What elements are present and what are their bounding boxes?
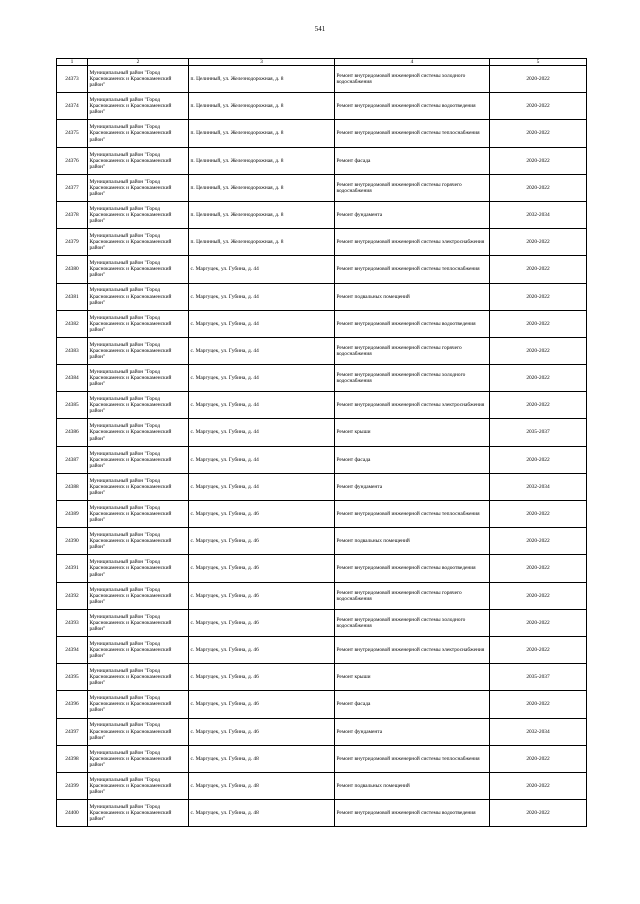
address-cell: с. Маргуцек, ул. Губина, д. 46	[189, 528, 335, 555]
table-row	[57, 473, 587, 500]
municipality-cell: Муниципальный район "Город Краснокаменск и Краснокаменский район"	[88, 609, 189, 636]
row-number: 24395	[57, 664, 88, 691]
row-number: 24398	[57, 745, 88, 772]
period-cell: 2032-2034	[490, 201, 587, 228]
table-row	[57, 283, 587, 310]
work-type-cell: Ремонт внутридомовой инженерной системы холодного водоснабжения	[335, 365, 490, 392]
address-cell: с. Маргуцек, ул. Губина, д. 46	[189, 582, 335, 609]
period-cell: 2020-2022	[490, 772, 587, 799]
period-cell: 2020-2022	[490, 691, 587, 718]
period-cell: 2020-2022	[490, 93, 587, 120]
work-type-cell: Ремонт крыши	[335, 419, 490, 446]
work-type-cell: Ремонт фасада	[335, 446, 490, 473]
address-cell: п. Целинный, ул. Железнодорожная, д. 8	[189, 147, 335, 174]
work-type-cell: Ремонт внутридомовой инженерной системы теплоснабжения	[335, 501, 490, 528]
period-cell: 2020-2022	[490, 582, 587, 609]
address-cell: п. Целинный, ул. Железнодорожная, д. 8	[189, 120, 335, 147]
row-number: 24385	[57, 392, 88, 419]
row-number: 24393	[57, 609, 88, 636]
period-cell: 2020-2022	[490, 147, 587, 174]
row-number: 24387	[57, 446, 88, 473]
row-number: 24377	[57, 174, 88, 201]
work-type-cell: Ремонт внутридомовой инженерной системы водоотведения	[335, 310, 490, 337]
table-row	[57, 147, 587, 174]
period-cell: 2032-2034	[490, 473, 587, 500]
address-cell: с. Маргуцек, ул. Губина, д. 46	[189, 501, 335, 528]
row-number: 24394	[57, 636, 88, 663]
work-type-cell: Ремонт внутридомовой инженерной системы холодного водоснабжения	[335, 609, 490, 636]
period-cell: 2020-2022	[490, 256, 587, 283]
municipality-cell: Муниципальный район "Город Краснокаменск и Краснокаменский район"	[88, 501, 189, 528]
row-number: 24375	[57, 120, 88, 147]
address-cell: с. Маргуцек, ул. Губина, д. 44	[189, 365, 335, 392]
row-number: 24399	[57, 772, 88, 799]
table-row	[57, 120, 587, 147]
municipality-cell: Муниципальный район "Город Краснокаменск и Краснокаменский район"	[88, 800, 189, 827]
municipality-cell: Муниципальный район "Город Краснокаменск и Краснокаменский район"	[88, 174, 189, 201]
row-number: 24378	[57, 201, 88, 228]
period-cell: 2032-2034	[490, 718, 587, 745]
work-type-cell: Ремонт фасада	[335, 691, 490, 718]
table-row	[57, 800, 587, 827]
address-cell: п. Целинный, ул. Железнодорожная, д. 8	[189, 66, 335, 93]
period-cell: 2020-2022	[490, 310, 587, 337]
period-cell: 2020-2022	[490, 392, 587, 419]
period-cell: 2020-2022	[490, 528, 587, 555]
period-cell: 2020-2022	[490, 283, 587, 310]
period-cell: 2020-2022	[490, 174, 587, 201]
period-cell: 2035-2037	[490, 419, 587, 446]
period-cell: 2020-2022	[490, 501, 587, 528]
work-type-cell: Ремонт фундамента	[335, 473, 490, 500]
header-col-3: 3	[189, 59, 335, 66]
work-type-cell: Ремонт подвальных помещений	[335, 283, 490, 310]
municipality-cell: Муниципальный район "Город Краснокаменск и Краснокаменский район"	[88, 419, 189, 446]
table-row	[57, 93, 587, 120]
period-cell: 2035-2037	[490, 664, 587, 691]
table-row	[57, 66, 587, 93]
work-type-cell: Ремонт внутридомовой инженерной системы теплоснабжения	[335, 120, 490, 147]
municipality-cell: Муниципальный район "Город Краснокаменск и Краснокаменский район"	[88, 120, 189, 147]
work-type-cell: Ремонт внутридомовой инженерной системы теплоснабжения	[335, 256, 490, 283]
table-row	[57, 528, 587, 555]
work-type-cell: Ремонт крыши	[335, 664, 490, 691]
work-type-cell: Ремонт внутридомовой инженерной системы горячего водоснабжения	[335, 174, 490, 201]
header-row	[57, 59, 587, 66]
table-row	[57, 310, 587, 337]
municipality-cell: Муниципальный район "Город Краснокаменск и Краснокаменский район"	[88, 93, 189, 120]
table-row	[57, 745, 587, 772]
address-cell: с. Маргуцек, ул. Губина, д. 46	[189, 609, 335, 636]
work-type-cell: Ремонт подвальных помещений	[335, 528, 490, 555]
address-cell: п. Целинный, ул. Железнодорожная, д. 8	[189, 93, 335, 120]
municipality-cell: Муниципальный район "Город Краснокаменск и Краснокаменский район"	[88, 337, 189, 364]
row-number: 24391	[57, 555, 88, 582]
address-cell: с. Маргуцек, ул. Губина, д. 44	[189, 446, 335, 473]
work-type-cell: Ремонт подвальных помещений	[335, 772, 490, 799]
period-cell: 2020-2022	[490, 120, 587, 147]
period-cell: 2020-2022	[490, 636, 587, 663]
municipality-cell: Муниципальный район "Город Краснокаменск и Краснокаменский район"	[88, 664, 189, 691]
table-row	[57, 609, 587, 636]
header-col-4: 4	[335, 59, 490, 66]
period-cell: 2020-2022	[490, 800, 587, 827]
table-row	[57, 419, 587, 446]
row-number: 24400	[57, 800, 88, 827]
municipality-cell: Муниципальный район "Город Краснокаменск и Краснокаменский район"	[88, 555, 189, 582]
row-number: 24383	[57, 337, 88, 364]
address-cell: п. Целинный, ул. Железнодорожная, д. 8	[189, 174, 335, 201]
row-number: 24388	[57, 473, 88, 500]
address-cell: с. Маргуцек, ул. Губина, д. 48	[189, 800, 335, 827]
work-type-cell: Ремонт внутридомовой инженерной системы горячего водоснабжения	[335, 337, 490, 364]
table-row	[57, 446, 587, 473]
work-type-cell: Ремонт внутридомовой инженерной системы водоотведения	[335, 555, 490, 582]
header-col-5: 5	[490, 59, 587, 66]
row-number: 24384	[57, 365, 88, 392]
table-header	[57, 59, 587, 66]
municipality-cell: Муниципальный район "Город Краснокаменск и Краснокаменский район"	[88, 365, 189, 392]
address-cell: с. Маргуцек, ул. Губина, д. 48	[189, 772, 335, 799]
municipality-cell: Муниципальный район "Город Краснокаменск и Краснокаменский район"	[88, 772, 189, 799]
row-number: 24374	[57, 93, 88, 120]
registry-table	[56, 58, 587, 827]
municipality-cell: Муниципальный район "Город Краснокаменск и Краснокаменский район"	[88, 229, 189, 256]
address-cell: с. Маргуцек, ул. Губина, д. 44	[189, 337, 335, 364]
table-row	[57, 555, 587, 582]
address-cell: с. Маргуцек, ул. Губина, д. 44	[189, 473, 335, 500]
municipality-cell: Муниципальный район "Город Краснокаменск и Краснокаменский район"	[88, 147, 189, 174]
table-row	[57, 201, 587, 228]
period-cell: 2020-2022	[490, 365, 587, 392]
municipality-cell: Муниципальный район "Город Краснокаменск и Краснокаменский район"	[88, 691, 189, 718]
work-type-cell: Ремонт внутридомовой инженерной системы холодного водоснабжения	[335, 66, 490, 93]
municipality-cell: Муниципальный район "Город Краснокаменск и Краснокаменский район"	[88, 283, 189, 310]
municipality-cell: Муниципальный район "Город Краснокаменск и Краснокаменский район"	[88, 66, 189, 93]
row-number: 24390	[57, 528, 88, 555]
work-type-cell: Ремонт внутридомовой инженерной системы водоотведения	[335, 800, 490, 827]
municipality-cell: Муниципальный район "Город Краснокаменск и Краснокаменский район"	[88, 745, 189, 772]
municipality-cell: Муниципальный район "Город Краснокаменск и Краснокаменский район"	[88, 256, 189, 283]
work-type-cell: Ремонт внутридомовой инженерной системы водоотведения	[335, 93, 490, 120]
page-number: 541	[314, 25, 326, 33]
row-number: 24382	[57, 310, 88, 337]
address-cell: с. Маргуцек, ул. Губина, д. 46	[189, 691, 335, 718]
header-col-1: 1	[57, 59, 88, 66]
work-type-cell: Ремонт внутридомовой инженерной системы электроснабжения	[335, 392, 490, 419]
municipality-cell: Муниципальный район "Город Краснокаменск и Краснокаменский район"	[88, 310, 189, 337]
work-type-cell: Ремонт фасада	[335, 147, 490, 174]
period-cell: 2020-2022	[490, 446, 587, 473]
address-cell: с. Маргуцек, ул. Губина, д. 46	[189, 718, 335, 745]
address-cell: с. Маргуцек, ул. Губина, д. 46	[189, 636, 335, 663]
work-type-cell: Ремонт фундамента	[335, 718, 490, 745]
address-cell: п. Целинный, ул. Железнодорожная, д. 8	[189, 201, 335, 228]
row-number: 24373	[57, 66, 88, 93]
table-row	[57, 392, 587, 419]
period-cell: 2020-2022	[490, 609, 587, 636]
address-cell: с. Маргуцек, ул. Губина, д. 44	[189, 392, 335, 419]
table-row	[57, 365, 587, 392]
table-body	[57, 66, 587, 827]
row-number: 24392	[57, 582, 88, 609]
table-row	[57, 501, 587, 528]
table-row	[57, 772, 587, 799]
municipality-cell: Муниципальный район "Город Краснокаменск и Краснокаменский район"	[88, 582, 189, 609]
municipality-cell: Муниципальный район "Город Краснокаменск и Краснокаменский район"	[88, 528, 189, 555]
work-type-cell: Ремонт внутридомовой инженерной системы электроснабжения	[335, 229, 490, 256]
table-row	[57, 337, 587, 364]
row-number: 24389	[57, 501, 88, 528]
row-number: 24379	[57, 229, 88, 256]
work-type-cell: Ремонт фундамента	[335, 201, 490, 228]
address-cell: с. Маргуцек, ул. Губина, д. 44	[189, 256, 335, 283]
period-cell: 2020-2022	[490, 555, 587, 582]
table-row	[57, 691, 587, 718]
address-cell: с. Маргуцек, ул. Губина, д. 46	[189, 664, 335, 691]
period-cell: 2020-2022	[490, 337, 587, 364]
table-row	[57, 174, 587, 201]
address-cell: п. Целинный, ул. Железнодорожная, д. 8	[189, 229, 335, 256]
header-col-2: 2	[88, 59, 189, 66]
period-cell: 2020-2022	[490, 66, 587, 93]
municipality-cell: Муниципальный район "Город Краснокаменск и Краснокаменский район"	[88, 201, 189, 228]
address-cell: с. Маргуцек, ул. Губина, д. 46	[189, 555, 335, 582]
work-type-cell: Ремонт внутридомовой инженерной системы электроснабжения	[335, 636, 490, 663]
period-cell: 2020-2022	[490, 745, 587, 772]
row-number: 24397	[57, 718, 88, 745]
table-row	[57, 582, 587, 609]
table-row	[57, 229, 587, 256]
work-type-cell: Ремонт внутридомовой инженерной системы теплоснабжения	[335, 745, 490, 772]
table-row	[57, 664, 587, 691]
row-number: 24380	[57, 256, 88, 283]
work-type-cell: Ремонт внутридомовой инженерной системы горячего водоснабжения	[335, 582, 490, 609]
municipality-cell: Муниципальный район "Город Краснокаменск и Краснокаменский район"	[88, 473, 189, 500]
address-cell: с. Маргуцек, ул. Губина, д. 44	[189, 283, 335, 310]
municipality-cell: Муниципальный район "Город Краснокаменск и Краснокаменский район"	[88, 392, 189, 419]
table-row	[57, 256, 587, 283]
address-cell: с. Маргуцек, ул. Губина, д. 44	[189, 310, 335, 337]
row-number: 24381	[57, 283, 88, 310]
address-cell: с. Маргуцек, ул. Губина, д. 48	[189, 745, 335, 772]
period-cell: 2020-2022	[490, 229, 587, 256]
row-number: 24376	[57, 147, 88, 174]
municipality-cell: Муниципальный район "Город Краснокаменск и Краснокаменский район"	[88, 718, 189, 745]
municipality-cell: Муниципальный район "Город Краснокаменск и Краснокаменский район"	[88, 636, 189, 663]
table-row	[57, 636, 587, 663]
row-number: 24396	[57, 691, 88, 718]
address-cell: с. Маргуцек, ул. Губина, д. 44	[189, 419, 335, 446]
row-number: 24386	[57, 419, 88, 446]
table-row	[57, 718, 587, 745]
municipality-cell: Муниципальный район "Город Краснокаменск и Краснокаменский район"	[88, 446, 189, 473]
